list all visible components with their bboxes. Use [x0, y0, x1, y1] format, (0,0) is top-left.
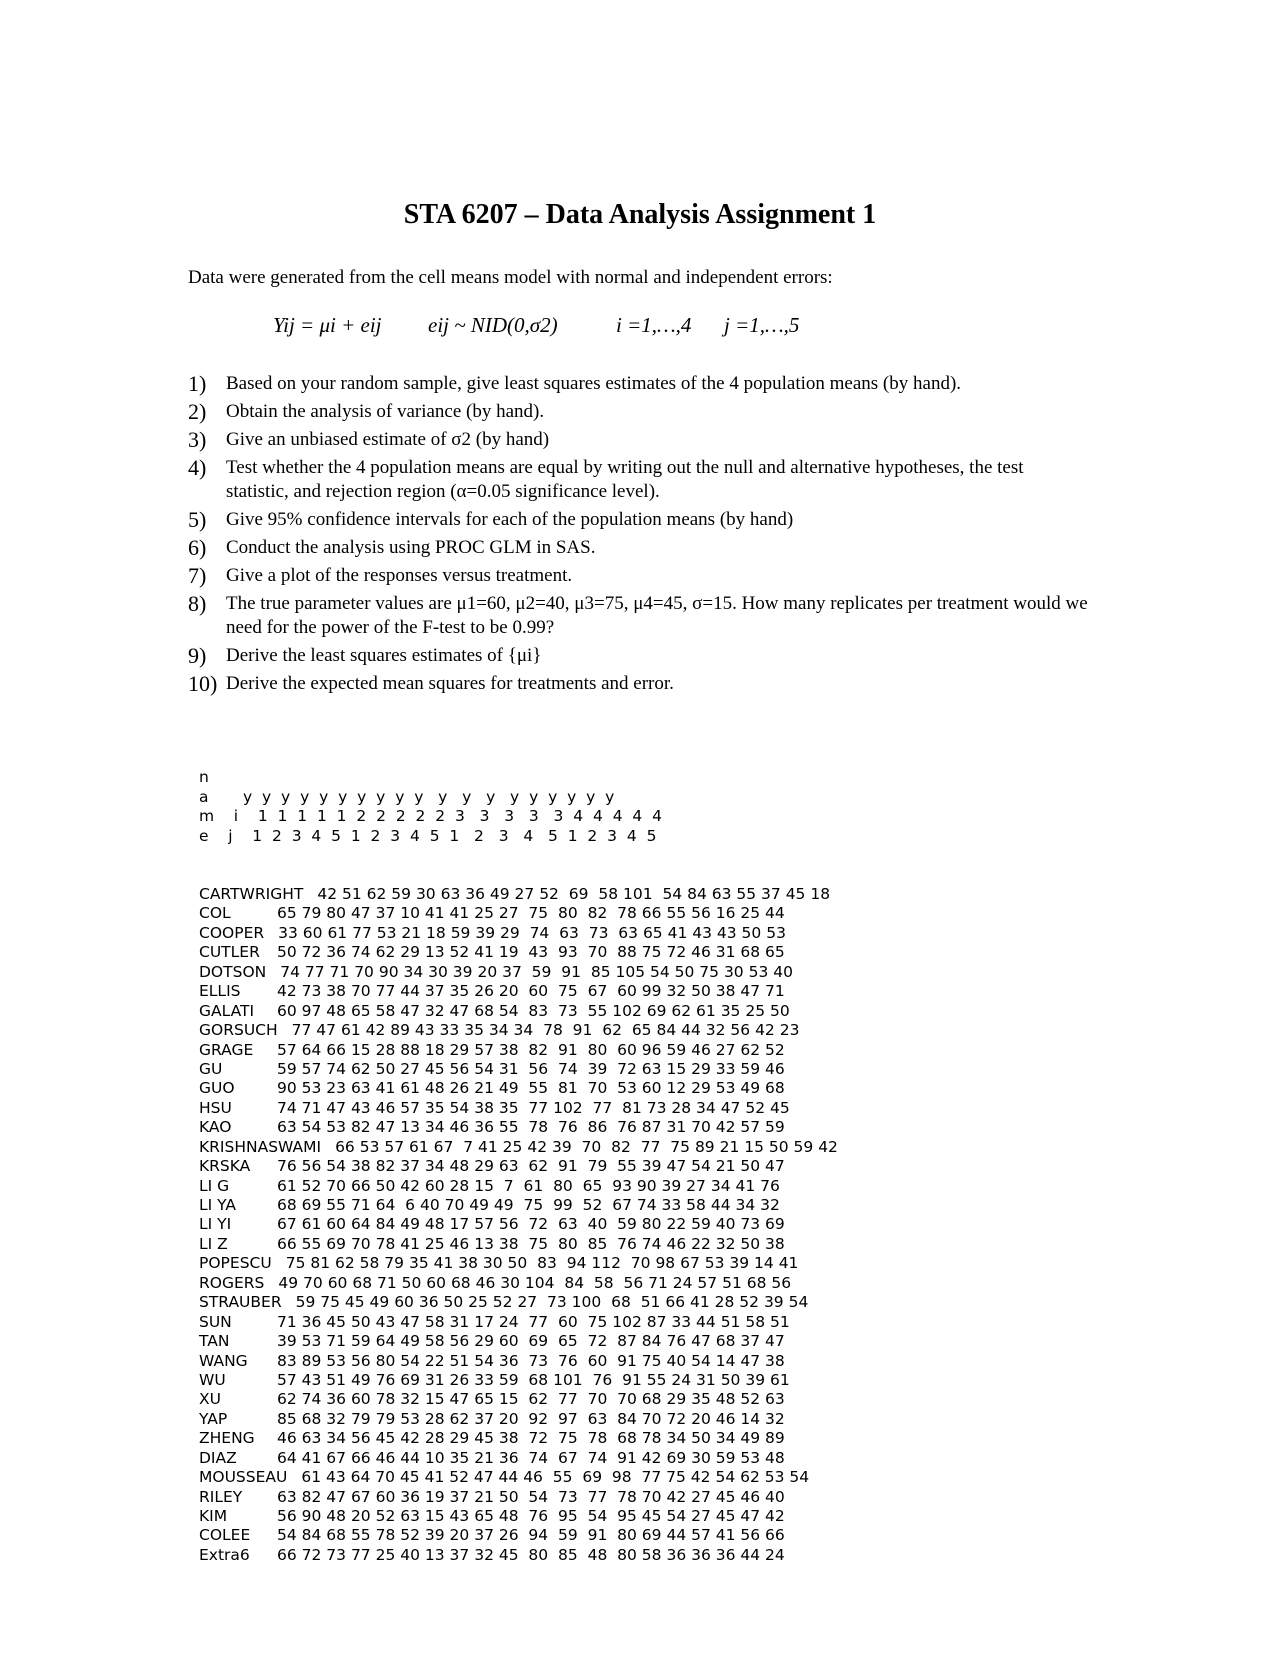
intro-text: Data were generated from the cell means model with normal and independent errors: — [188, 267, 833, 288]
student-name: STRAUBER — [199, 1293, 282, 1312]
question-item — [188, 536, 1088, 560]
response-values: 42 51 62 59 30 63 36 49 27 52 69 58 101 54 84 63 55 37 45 18 — [317, 885, 831, 903]
response-values: 74 77 71 70 90 34 30 39 20 37 59 91 85 105 54 50 75 30 53 40 — [280, 962, 793, 981]
table-row — [199, 1001, 790, 1021]
table-row — [199, 1332, 785, 1351]
response-values: 57 64 66 15 28 88 18 29 57 38 82 91 80 60 96 59 46 27 62 52 — [277, 1040, 785, 1059]
table-header — [199, 768, 662, 846]
response-values: 74 71 47 43 46 57 35 54 38 35 77 102 77 81 73 28 34 47 52 45 — [277, 1098, 790, 1117]
question-item — [188, 456, 1088, 504]
table-row — [199, 1273, 792, 1293]
question-number: 5) — [188, 507, 207, 532]
table-row — [199, 1079, 785, 1098]
response-values: 59 75 45 49 60 36 50 25 52 27 73 100 68 51 66 41 28 52 39 54 — [295, 1293, 809, 1312]
student-name: ROGERS — [199, 1273, 265, 1292]
table-row — [199, 982, 785, 1001]
response-values: 71 36 45 50 43 47 58 31 17 24 77 60 75 102 87 33 44 51 58 51 — [277, 1312, 790, 1331]
student-name: COLEE — [199, 1526, 251, 1545]
question-text: Test whether the 4 population means are equal by writing out the null and alternative hypotheses, the test statistic, and rejection region (α=0.05 significance level). — [226, 457, 1024, 502]
question-number: 10) — [188, 671, 218, 696]
question-number: 3) — [188, 427, 207, 452]
table-header-line: e j 1 2 3 4 5 1 2 3 4 5 1 2 3 4 5 1 2 3 4 5 — [199, 826, 657, 845]
table-row — [199, 1370, 790, 1390]
student-name: COOPER — [199, 923, 265, 942]
response-values: 75 81 62 58 79 35 41 38 30 50 83 94 112 70 98 67 53 39 14 41 — [285, 1254, 799, 1273]
table-row — [199, 1157, 785, 1176]
response-values: 50 72 36 74 62 29 13 52 41 19 43 93 70 88 75 72 46 31 68 65 — [277, 943, 785, 962]
student-name: KIM — [199, 1507, 228, 1525]
table-row — [199, 1215, 785, 1234]
response-values: 33 60 61 77 53 21 18 59 39 29 74 63 73 63 65 41 43 43 50 53 — [278, 923, 786, 942]
response-values: 90 53 23 63 41 61 48 26 21 49 55 81 70 53 60 12 29 53 49 68 — [277, 1079, 785, 1098]
student-name: TAN — [199, 1332, 230, 1351]
student-name: COL — [199, 904, 231, 923]
response-values: 61 43 64 70 45 41 52 47 44 46 55 69 98 77 75 42 54 62 53 54 — [301, 1468, 810, 1487]
question-number: 7) — [188, 563, 207, 588]
question-item — [188, 508, 1088, 532]
table-row — [199, 1293, 809, 1312]
response-values: 65 79 80 47 37 10 41 41 25 27 75 80 82 78 66 55 56 16 25 44 — [277, 904, 785, 923]
student-name: LI G — [199, 1176, 230, 1195]
response-values: 85 68 32 79 79 53 28 62 37 20 92 97 63 84 70 72 20 46 14 32 — [277, 1409, 785, 1428]
student-name: LI Z — [199, 1234, 228, 1253]
response-values: 62 74 36 60 78 32 15 47 65 15 62 77 70 70 68 29 35 48 52 63 — [277, 1390, 785, 1409]
student-name: XU — [199, 1390, 221, 1409]
table-row — [199, 1176, 780, 1196]
question-item — [188, 400, 1088, 424]
table-header-line: n — [199, 768, 209, 786]
student-name: ELLIS — [199, 982, 241, 1001]
response-values: 39 53 71 59 64 49 58 56 29 60 69 65 72 87 84 76 47 68 37 47 — [277, 1332, 785, 1351]
response-values: 54 84 68 55 78 52 39 20 37 26 94 59 91 80 69 44 57 41 56 66 — [277, 1526, 785, 1545]
student-name: ZHENG — [199, 1429, 255, 1448]
question-item — [188, 372, 1088, 396]
response-values: 83 89 53 56 80 54 22 51 54 36 73 76 60 91 75 40 54 14 47 38 — [277, 1351, 785, 1370]
table-row — [199, 1021, 800, 1040]
response-values: 63 54 53 82 47 13 34 46 36 55 78 76 86 76 87 31 70 42 57 59 — [277, 1118, 785, 1137]
table-row — [199, 885, 831, 904]
question-text: Derive the least squares estimates of {μi} — [226, 645, 542, 666]
student-name: YAP — [199, 1409, 228, 1428]
response-values: 57 43 51 49 76 69 31 26 33 59 68 101 76 91 55 24 31 50 39 61 — [277, 1370, 790, 1389]
response-values: 77 47 61 42 89 43 33 35 34 34 78 91 62 65 84 44 32 56 42 23 — [291, 1021, 800, 1040]
question-item — [188, 672, 1088, 696]
table-row — [199, 943, 785, 962]
student-name: SUN — [199, 1312, 232, 1331]
student-name: GU — [199, 1059, 223, 1078]
table-row — [199, 904, 785, 923]
question-text: Give an unbiased estimate of σ2 (by hand) — [226, 429, 550, 450]
response-values: 59 57 74 62 50 27 45 56 54 31 56 74 39 72 63 15 29 33 59 46 — [277, 1059, 785, 1078]
student-name: DOTSON — [199, 962, 267, 981]
response-values: 56 90 48 20 52 63 15 43 65 48 76 95 54 95 45 54 27 45 47 42 — [277, 1507, 785, 1525]
equation-model: Yij = μi + eij — [273, 313, 382, 337]
table-row — [199, 1196, 780, 1215]
question-text: Conduct the analysis using PROC GLM in SAS. — [226, 537, 596, 558]
table-body — [199, 885, 838, 1565]
response-values: 46 63 34 56 45 42 28 29 45 38 72 75 78 68 78 34 50 34 49 89 — [277, 1429, 785, 1448]
student-name: GALATI — [199, 1001, 255, 1020]
table-header-line: a y y y y y y y y y y y y y y y y y y y — [199, 787, 615, 806]
equation-i-range: i =1,…,4 — [616, 313, 692, 337]
table-row — [199, 1040, 785, 1060]
response-values: 66 55 69 70 78 41 25 46 13 38 75 80 85 76 74 46 22 32 50 38 — [277, 1234, 785, 1253]
table-row — [199, 1487, 785, 1507]
table-row — [199, 1059, 785, 1079]
equation-j-range: j =1,…,5 — [724, 313, 800, 337]
student-name: LI YI — [199, 1215, 232, 1234]
data-table — [199, 729, 838, 1604]
response-values: 64 41 67 66 46 44 10 35 21 36 74 67 74 91 42 69 30 59 53 48 — [277, 1448, 785, 1467]
question-number: 4) — [188, 455, 207, 480]
table-row — [199, 1526, 785, 1545]
student-name: POPESCU — [199, 1254, 272, 1273]
response-values: 67 61 60 64 84 49 48 17 57 56 72 63 40 59 80 22 59 40 73 69 — [277, 1215, 785, 1234]
question-text: Obtain the analysis of variance (by hand). — [226, 401, 545, 422]
student-name: GORSUCH — [199, 1021, 278, 1040]
response-values: 60 97 48 65 58 47 32 47 68 54 83 73 55 102 69 62 61 35 25 50 — [277, 1001, 790, 1020]
model-equation — [0, 313, 1280, 343]
question-number: 9) — [188, 643, 207, 668]
response-values: 66 53 57 61 67 7 41 25 42 39 70 82 77 75 89 21 15 50 59 42 — [335, 1137, 838, 1156]
question-number: 6) — [188, 535, 207, 560]
table-row — [199, 1429, 785, 1448]
student-name: DIAZ — [199, 1448, 237, 1467]
question-item — [188, 564, 1088, 588]
table-row — [199, 1390, 785, 1409]
student-name: WANG — [199, 1351, 248, 1370]
student-name: GUO — [199, 1079, 235, 1098]
equation-error: eij ~ NID(0,σ2) — [428, 313, 558, 337]
table-row — [199, 1409, 785, 1429]
table-row — [199, 1545, 785, 1565]
question-text: Based on your random sample, give least squares estimates of the 4 population means (by hand). — [226, 373, 962, 394]
student-name: CARTWRIGHT — [199, 885, 304, 903]
response-values: 76 56 54 38 82 37 34 48 29 63 62 91 79 55 39 47 54 21 50 47 — [277, 1157, 785, 1176]
question-item — [188, 428, 1088, 452]
question-text: Derive the expected mean squares for treatments and error. — [226, 673, 674, 694]
response-values: 49 70 60 68 71 50 60 68 46 30 104 84 58 56 71 24 57 51 68 56 — [278, 1273, 792, 1292]
response-values: 66 72 73 77 25 40 13 37 32 45 80 85 48 80 58 36 36 36 44 24 — [277, 1545, 785, 1564]
table-row — [199, 962, 793, 982]
response-values: 42 73 38 70 77 44 37 35 26 20 60 75 67 60 99 32 50 38 47 71 — [277, 982, 785, 1001]
student-name: GRAGE — [199, 1040, 254, 1059]
table-row — [199, 1098, 790, 1118]
response-values: 68 69 55 71 64 6 40 70 49 49 75 99 52 67 74 33 58 44 34 32 — [277, 1196, 780, 1214]
student-name: KRISHNASWAMI — [199, 1137, 322, 1156]
question-text: Give 95% confidence intervals for each of the population means (by hand) — [226, 509, 794, 530]
student-name: CUTLER — [199, 943, 260, 962]
table-row — [199, 1312, 790, 1332]
table-header-line: m i 1 1 1 1 1 2 2 2 2 2 3 3 3 3 3 4 4 4 4 4 — [199, 807, 662, 825]
question-list — [188, 372, 1088, 700]
question-text: Give a plot of the responses versus treatment. — [226, 565, 573, 586]
table-row — [199, 1507, 785, 1526]
student-name: WU — [199, 1370, 226, 1389]
table-row — [199, 923, 786, 943]
response-values: 63 82 47 67 60 36 19 37 21 50 54 73 77 78 70 42 27 45 46 40 — [277, 1487, 785, 1506]
student-name: Extra6 — [199, 1545, 250, 1564]
student-name: HSU — [199, 1098, 232, 1117]
question-item — [188, 592, 1088, 640]
table-row — [199, 1118, 785, 1137]
student-name: KAO — [199, 1118, 232, 1137]
student-name: RILEY — [199, 1487, 243, 1506]
student-name: KRSKA — [199, 1157, 251, 1176]
table-row — [199, 1137, 838, 1157]
question-number: 8) — [188, 591, 207, 616]
document-title: STA 6207 – Data Analysis Assignment 1 — [403, 199, 877, 230]
question-text: The true parameter values are μ1=60, μ2=40, μ3=75, μ4=45, σ=15. How many replicates per treatment would we need for the power of the F-test to be 0.99? — [226, 593, 1088, 638]
table-row — [199, 1448, 785, 1468]
question-number: 2) — [188, 399, 207, 424]
table-row — [199, 1234, 785, 1254]
table-row — [199, 1351, 785, 1371]
table-row — [199, 1468, 810, 1487]
student-name: MOUSSEAU — [199, 1468, 288, 1487]
question-number: 1) — [188, 371, 207, 396]
student-name: LI YA — [199, 1196, 237, 1214]
table-row — [199, 1254, 799, 1273]
response-values: 61 52 70 66 50 42 60 28 15 7 61 80 65 93 90 39 27 34 41 76 — [277, 1176, 780, 1195]
question-item — [188, 644, 1088, 668]
